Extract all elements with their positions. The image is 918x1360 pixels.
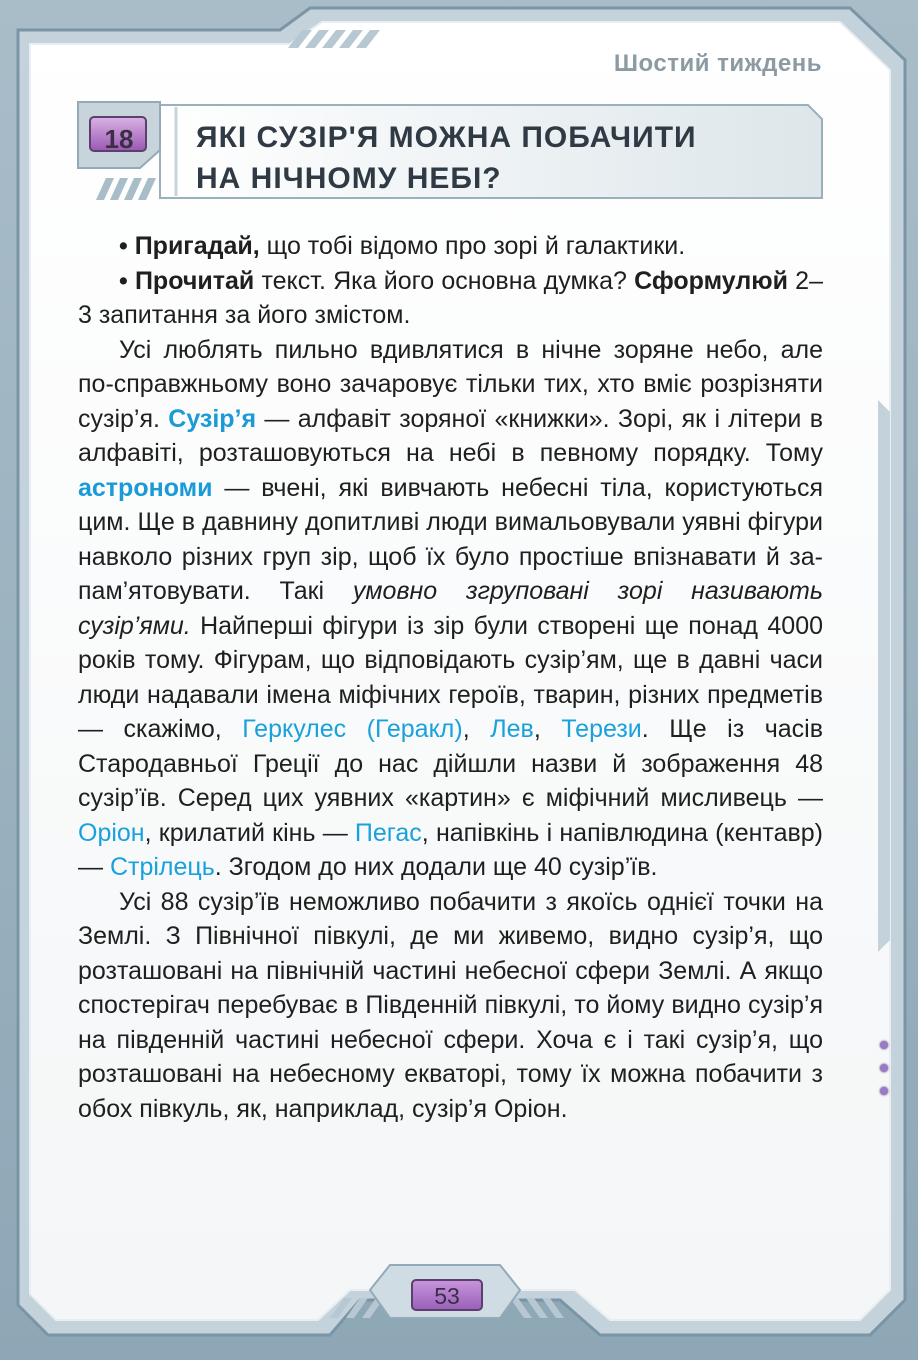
lesson-number: 18 bbox=[104, 124, 134, 154]
definition-italic: умовно згруповані зорі називають сузір’ями. bbox=[78, 577, 823, 640]
link-hercules[interactable]: Геркулес (Геракл) bbox=[242, 715, 463, 743]
text-span: . Ще із часів Стародавньої Греції до нас дійшли назви й зображення 48 сузір’їв. Серед цих уявних «картин» є міфічний мисливець — bbox=[78, 715, 823, 812]
lesson-title-line-2: НА НІЧНОМУ НЕБІ? bbox=[196, 162, 502, 195]
text-span: , напівкінь і напівлюдина (кентавр) — bbox=[78, 818, 823, 881]
task-formulate-verb: Сформулюй bbox=[634, 266, 788, 295]
text-span: . Згодом до них додали ще 40 сузір’їв. bbox=[214, 853, 658, 881]
term-astronomers: астрономи bbox=[78, 473, 213, 502]
lesson-title bbox=[196, 117, 697, 199]
dot-icon bbox=[880, 1064, 888, 1072]
task-read bbox=[78, 264, 823, 333]
paragraph-2: Усі 88 сузір’їв неможливо побачити з якоїсь однієї точки на Землі. З Північної півкулі, де ми живемо, видно сузір’я, що розташовані на північній частині небесної сфери Землі. А якщо спостерігач перебуває в Південній півкулі, то йому видно сузір’я на південній частині небесної сфери. Хоча є і такі сузір’я, що розташовані на небесному екваторі, тому їх можна побачити з обох півкуль, як, наприклад, сузір’я Оріон. bbox=[78, 887, 823, 1123]
text-span: , bbox=[533, 715, 562, 743]
text-span: Усі люблять пильно вдивлятися в нічне зоряне небо, але по-справжньому воно зачаровує тільки тих, хто вміє розрізняти сузір’я. bbox=[78, 335, 823, 433]
dot-icon bbox=[880, 1041, 888, 1049]
paragraph-1 bbox=[78, 333, 823, 885]
text-span: Найперші фігури із зір були створені ще понад 4000 років тому. Фігурам, що відповідають сузір’ям, ще в давні часи люди надавали імена міфічних героїв, тварин, різних предметів — скажімо, bbox=[78, 611, 823, 743]
task-recall-verb: • Пригадай, bbox=[119, 232, 260, 260]
dot-icon bbox=[880, 1087, 888, 1095]
link-orion[interactable]: Оріон bbox=[78, 818, 145, 847]
right-notch bbox=[878, 400, 890, 952]
link-pegasus[interactable]: Пегас bbox=[354, 818, 422, 847]
task-recall-text: що тобі відомо про зорі й галактики. bbox=[259, 232, 686, 260]
link-sagittarius[interactable]: Стрілець bbox=[109, 853, 215, 881]
page-number: 53 bbox=[434, 1283, 460, 1309]
task-read-verb: • Прочитай bbox=[119, 266, 255, 295]
term-constellation: Сузір’я bbox=[168, 404, 257, 433]
text-span: , bbox=[462, 715, 491, 743]
task-read-text: текст. Яка його основна думка? bbox=[254, 266, 635, 295]
task-formulate-text: 2–3 запитання за його змістом. bbox=[78, 266, 823, 329]
link-leo[interactable]: Лев bbox=[490, 715, 534, 743]
text-span: , крилатий кінь — bbox=[144, 818, 355, 847]
task-recall bbox=[78, 229, 823, 264]
text-span: — алфавіт зоряної «книжки». Зорі, як і літери в алфавіті, розташовуються на небі в певному порядку. Тому bbox=[78, 404, 823, 467]
link-libra[interactable]: Терези bbox=[561, 715, 642, 743]
week-header: Шостий тиждень bbox=[613, 50, 822, 77]
text-span: — вчені, які вивчають небесні тіла, користуються цим. Ще в давнину допитливі люди вимальовували уявні фігури навколо різних груп зір, щоб їх було простіше впізнавати й запам’ятовувати. Такі bbox=[78, 473, 823, 605]
lesson-title-line-1: ЯКІ СУЗІР'Я МОЖНА ПОБАЧИТИ bbox=[196, 121, 697, 154]
lesson-text bbox=[78, 229, 823, 1126]
side-dots-decoration bbox=[880, 1041, 888, 1110]
